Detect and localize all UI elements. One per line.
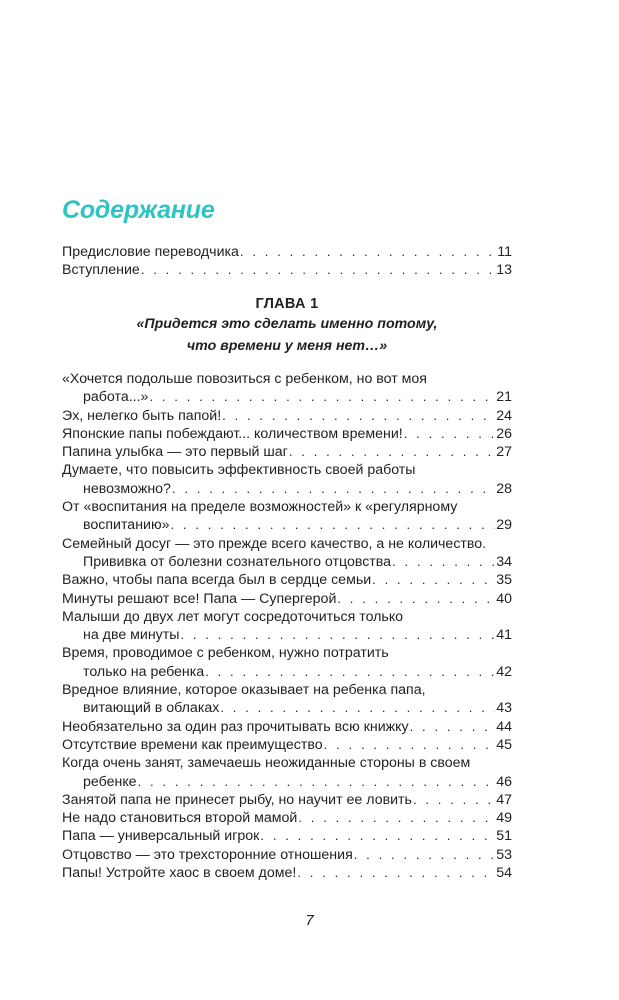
toc-entry xyxy=(62,846,512,864)
toc-entry-title: Минуты решают все! Папа — Супергерой xyxy=(62,590,337,607)
toc-entry-page: 24 xyxy=(496,407,512,424)
toc-entry-title: Отцовство — это трехсторонние отношения xyxy=(62,846,353,863)
toc-entry-page: 26 xyxy=(496,425,512,442)
toc-entry-title: Папина улыбка — это первый шаг xyxy=(62,444,288,461)
toc-entry-title: Занятой папа не принесет рыбу, но научит ее ловить xyxy=(62,791,412,808)
toc-entry-page: 29 xyxy=(496,517,512,534)
toc-entry-page: 43 xyxy=(496,700,512,717)
dot-leader xyxy=(324,736,496,754)
toc-entry-title: Предисловие переводчика xyxy=(62,244,239,260)
toc-entry-page: 11 xyxy=(497,244,512,260)
toc-entry xyxy=(62,243,512,261)
toc-entry-title: невозможно? xyxy=(83,480,171,497)
toc-entry-page: 53 xyxy=(496,846,512,863)
page-number: 7 xyxy=(305,912,314,929)
toc-entry-title: Папы! Устройте хаос в своем доме! xyxy=(62,865,297,882)
dot-leader xyxy=(240,243,496,261)
toc-entry xyxy=(62,498,512,535)
toc-entry xyxy=(62,461,512,498)
front-matter-list xyxy=(62,243,512,280)
toc-entry-page: 54 xyxy=(496,865,512,882)
dot-leader xyxy=(404,425,496,443)
dot-leader xyxy=(141,261,495,279)
toc-entry-title: Папа — универсальный игрок xyxy=(62,828,260,845)
chapter-heading xyxy=(62,294,512,357)
dot-leader xyxy=(222,407,495,425)
toc-entry-page: 44 xyxy=(496,718,512,735)
toc-entry-page: 51 xyxy=(496,828,512,845)
page-title: Содержание xyxy=(62,196,215,224)
chapter-entries-list xyxy=(62,370,512,882)
dot-leader xyxy=(260,827,495,845)
toc-entry-page: 28 xyxy=(496,480,512,497)
toc-entry-page: 40 xyxy=(496,590,512,607)
toc-entry-page: 35 xyxy=(496,572,512,589)
toc-entry-title: на две минуты xyxy=(83,627,180,644)
toc-entry xyxy=(62,571,512,589)
toc-entry-page: 46 xyxy=(496,773,512,790)
toc-entry xyxy=(62,681,512,718)
dot-leader xyxy=(172,480,495,498)
dot-leader xyxy=(410,718,496,736)
toc-entry xyxy=(62,791,512,809)
toc-entry-title-line1: Думаете, что повысить эффективность своей работы xyxy=(62,462,416,479)
toc-entry-title-line1: Семейный досуг — это прежде всего качество, а не количество. xyxy=(62,535,487,552)
toc-entry-title-line1: Вредное влияние, которое оказывает на ребенка папа, xyxy=(62,682,426,699)
toc-entry-title: Прививка от болезни сознательного отцовства xyxy=(83,553,392,570)
dot-leader xyxy=(392,553,495,571)
toc-entry-title-line1: Когда очень занят, замечаешь неожиданные стороны в своем xyxy=(62,755,471,772)
toc-entry-title: Вступление xyxy=(62,262,140,279)
dot-leader xyxy=(180,626,495,644)
dot-leader xyxy=(298,809,495,827)
chapter-subtitle-line2: что времени у меня нет…» xyxy=(186,337,388,354)
toc-entry xyxy=(62,718,512,736)
toc-entry xyxy=(62,809,512,827)
toc-entry-page: 45 xyxy=(496,736,512,753)
toc-entry-title: витающий в облаках xyxy=(83,700,220,717)
toc-entry-title-line1: Малыши до двух лет могут сосредоточиться только xyxy=(62,608,404,625)
dot-leader xyxy=(337,590,495,608)
toc-entry xyxy=(62,407,512,425)
toc-entry-page: 13 xyxy=(496,262,512,279)
toc-entry-page: 42 xyxy=(496,663,512,680)
toc-entry xyxy=(62,261,512,279)
dot-leader xyxy=(297,864,495,882)
toc-entry xyxy=(62,370,512,407)
toc-entry-page: 34 xyxy=(496,553,512,570)
toc-entry xyxy=(62,443,512,461)
toc-entry xyxy=(62,590,512,608)
toc-entry-title: только на ребенка xyxy=(83,663,205,680)
dot-leader xyxy=(149,388,495,406)
toc-entry-title: Важно, чтобы папа всегда был в сердце семьи xyxy=(62,572,372,589)
toc-entry xyxy=(62,864,512,882)
toc-entry-title: ребенке xyxy=(83,773,137,790)
toc-entry xyxy=(62,608,512,645)
toc-entry xyxy=(62,736,512,754)
dot-leader xyxy=(220,699,495,717)
toc-entry xyxy=(62,644,512,681)
dot-leader xyxy=(354,846,495,864)
dot-leader xyxy=(289,443,495,461)
dot-leader xyxy=(413,791,495,809)
toc-entry xyxy=(62,535,512,572)
toc-entry-page: 27 xyxy=(496,444,512,461)
toc-entry-title: воспитанию» xyxy=(83,517,170,534)
dot-leader xyxy=(205,663,495,681)
toc-entry-title: работа...» xyxy=(83,389,149,406)
toc-entry-title: Отсутствие времени как преимущество xyxy=(62,736,323,753)
dot-leader xyxy=(138,773,496,791)
toc-entry-page: 41 xyxy=(496,627,512,644)
toc-entry-title: Не надо становиться второй мамой xyxy=(62,810,298,827)
dot-leader xyxy=(372,571,495,589)
dot-leader xyxy=(171,516,496,534)
toc-entry-page: 47 xyxy=(496,791,512,808)
chapter-label: ГЛАВА 1 xyxy=(255,296,319,312)
toc-entry-title-line1: Время, проводимое с ребенком, нужно потратить xyxy=(62,645,389,662)
toc-entry-page: 49 xyxy=(496,810,512,827)
chapter-subtitle-line1: «Придется это сделать именно потому, xyxy=(136,316,438,332)
toc-entry-title-line1: «Хочется подольше повозиться с ребенком, но вот моя xyxy=(62,371,427,387)
toc-entry xyxy=(62,425,512,443)
toc-entry-title: Необязательно за один раз прочитывать всю книжку xyxy=(62,718,409,735)
toc-entry xyxy=(62,827,512,845)
toc-entry-title: Эх, нелегко быть папой! xyxy=(62,407,222,424)
toc-entry-page: 21 xyxy=(496,389,512,406)
toc-entry-title-line1: От «воспитания на пределе возможностей» к «регулярному xyxy=(62,499,458,516)
toc-entry xyxy=(62,754,512,791)
toc-entry-title: Японские папы побеждают... количеством времени! xyxy=(62,425,403,442)
